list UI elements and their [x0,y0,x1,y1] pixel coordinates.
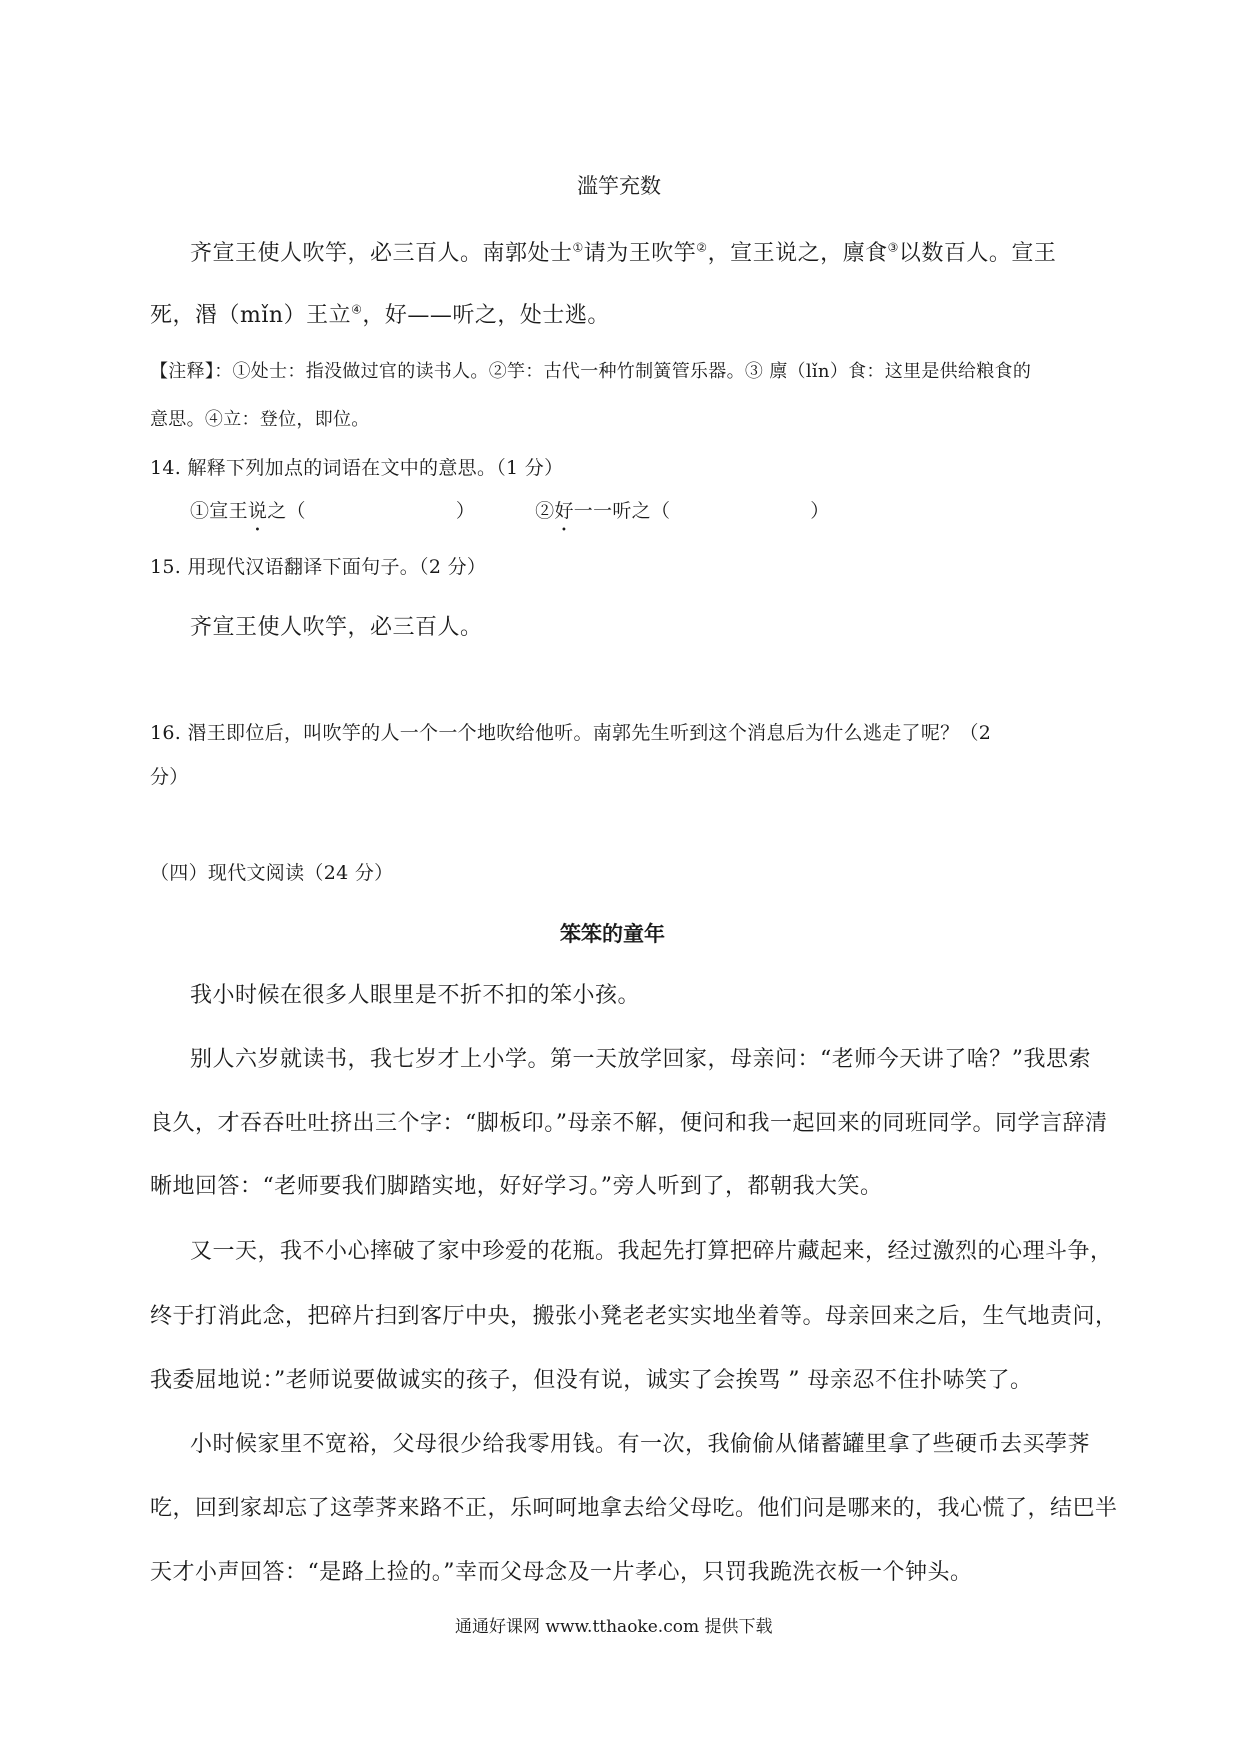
passage-text: 死，湣（mǐn）王立 [150,303,352,328]
article-paragraph-2-line-1: 别人六岁就读书，我七岁才上小学。第一天放学回家，母亲问：“老师今天讲了啥？”我思索 [190,1047,1091,1072]
dotted-word: 好 [554,500,574,522]
question-14: 14. 解释下列加点的词语在文中的意思。（1 分） [150,457,564,479]
passage-line-2 [150,298,610,329]
passage-text: 请为王吹竽 [583,241,697,266]
article-paragraph-2-line-2: 良久，才吞吞吐吐挤出三个字：“脚板印。”母亲不解，便问和我一起回来的同班同学。同学言辞清 [150,1111,1108,1136]
dotted-word: 说 [247,500,268,522]
passage-text: 齐宣王使人吹竽，必三百人。南郭处士 [190,241,573,266]
article-paragraph-4-line-1: 小时候家里不宽裕，父母很少给我零用钱。有一次，我偷偷从储蓄罐里拿了些硬币去买荸荠 [190,1432,1091,1457]
passage-line-1 [190,236,1056,267]
article-title: 笨笨的童年 [560,921,665,946]
footnote-marker: ② [696,240,708,255]
annotation-line-1: 【注释】：①处士：指没做过官的读书人。②竽：古代一种竹制簧管乐器。③ 廪（lǐn）食：这里是供给粮食的 [150,361,1032,382]
q14-item-b: ） [810,500,830,522]
article-paragraph-3-line-1: 又一天，我不小心摔破了家中珍爱的花瓶。我起先打算把碎片藏起来，经过激烈的心理斗争， [190,1239,1113,1264]
q14-item-b: ② [535,500,555,522]
article-paragraph-3-line-3: 我委屈地说：”老师说要做诚实的孩子，但没有说，诚实了会挨骂 ” 母亲忍不住扑哧笑了。 [150,1368,1033,1393]
passage-text: ，宣王说之，廪食 [707,241,888,266]
footnote-marker: ④ [351,302,363,317]
question-15-sentence: 齐宣王使人吹竽，必三百人。 [190,615,483,640]
question-16-line-2: 分） [150,766,189,788]
q14-item-a: ） [455,500,476,522]
page-footer: 通通好课网 www.tthaoke.com 提供下载 [455,1617,773,1637]
q14-item-b: 一一听之（ [573,500,671,522]
q14-item-a: ①宣王 [190,500,248,522]
question-14-items [190,496,830,523]
passage-title: 滥竽充数 [577,174,661,198]
footnote-marker: ③ [887,240,899,255]
section-heading: （四）现代文阅读（24 分） [150,862,394,884]
annotation-line-2: 意思。④立：登位，即位。 [150,409,370,430]
article-paragraph-1: 我小时候在很多人眼里是不折不扣的笨小孩。 [190,983,641,1008]
article-paragraph-2-line-3: 晰地回答：“老师要我们脚踏实地，好好学习。”旁人听到了，都朝我大笑。 [150,1174,883,1199]
footnote-marker: ① [572,240,584,255]
article-paragraph-3-line-2: 终于打消此念，把碎片扫到客厅中央，搬张小凳老老实实地坐着等。母亲回来之后，生气地责问， [150,1304,1118,1329]
passage-text: 以数百人。宣王 [898,241,1057,266]
q14-item-a: 之（ [267,500,306,522]
question-15: 15. 用现代汉语翻译下面句子。（2 分） [150,556,487,578]
passage-text: ，好——听之，处士逃。 [362,303,610,328]
question-16-line-1: 16. 湣王即位后，叫吹竽的人一个一个地吹给他听。南郭先生听到这个消息后为什么逃走了呢？（2 [150,722,992,744]
article-paragraph-4-line-2: 吃，回到家却忘了这荸荠来路不正，乐呵呵地拿去给父母吃。他们问是哪来的，我心慌了，结巴半 [150,1496,1118,1521]
article-paragraph-4-line-3: 天才小声回答：“是路上捡的。”幸而父母念及一片孝心，只罚我跪洗衣板一个钟头。 [150,1560,973,1585]
